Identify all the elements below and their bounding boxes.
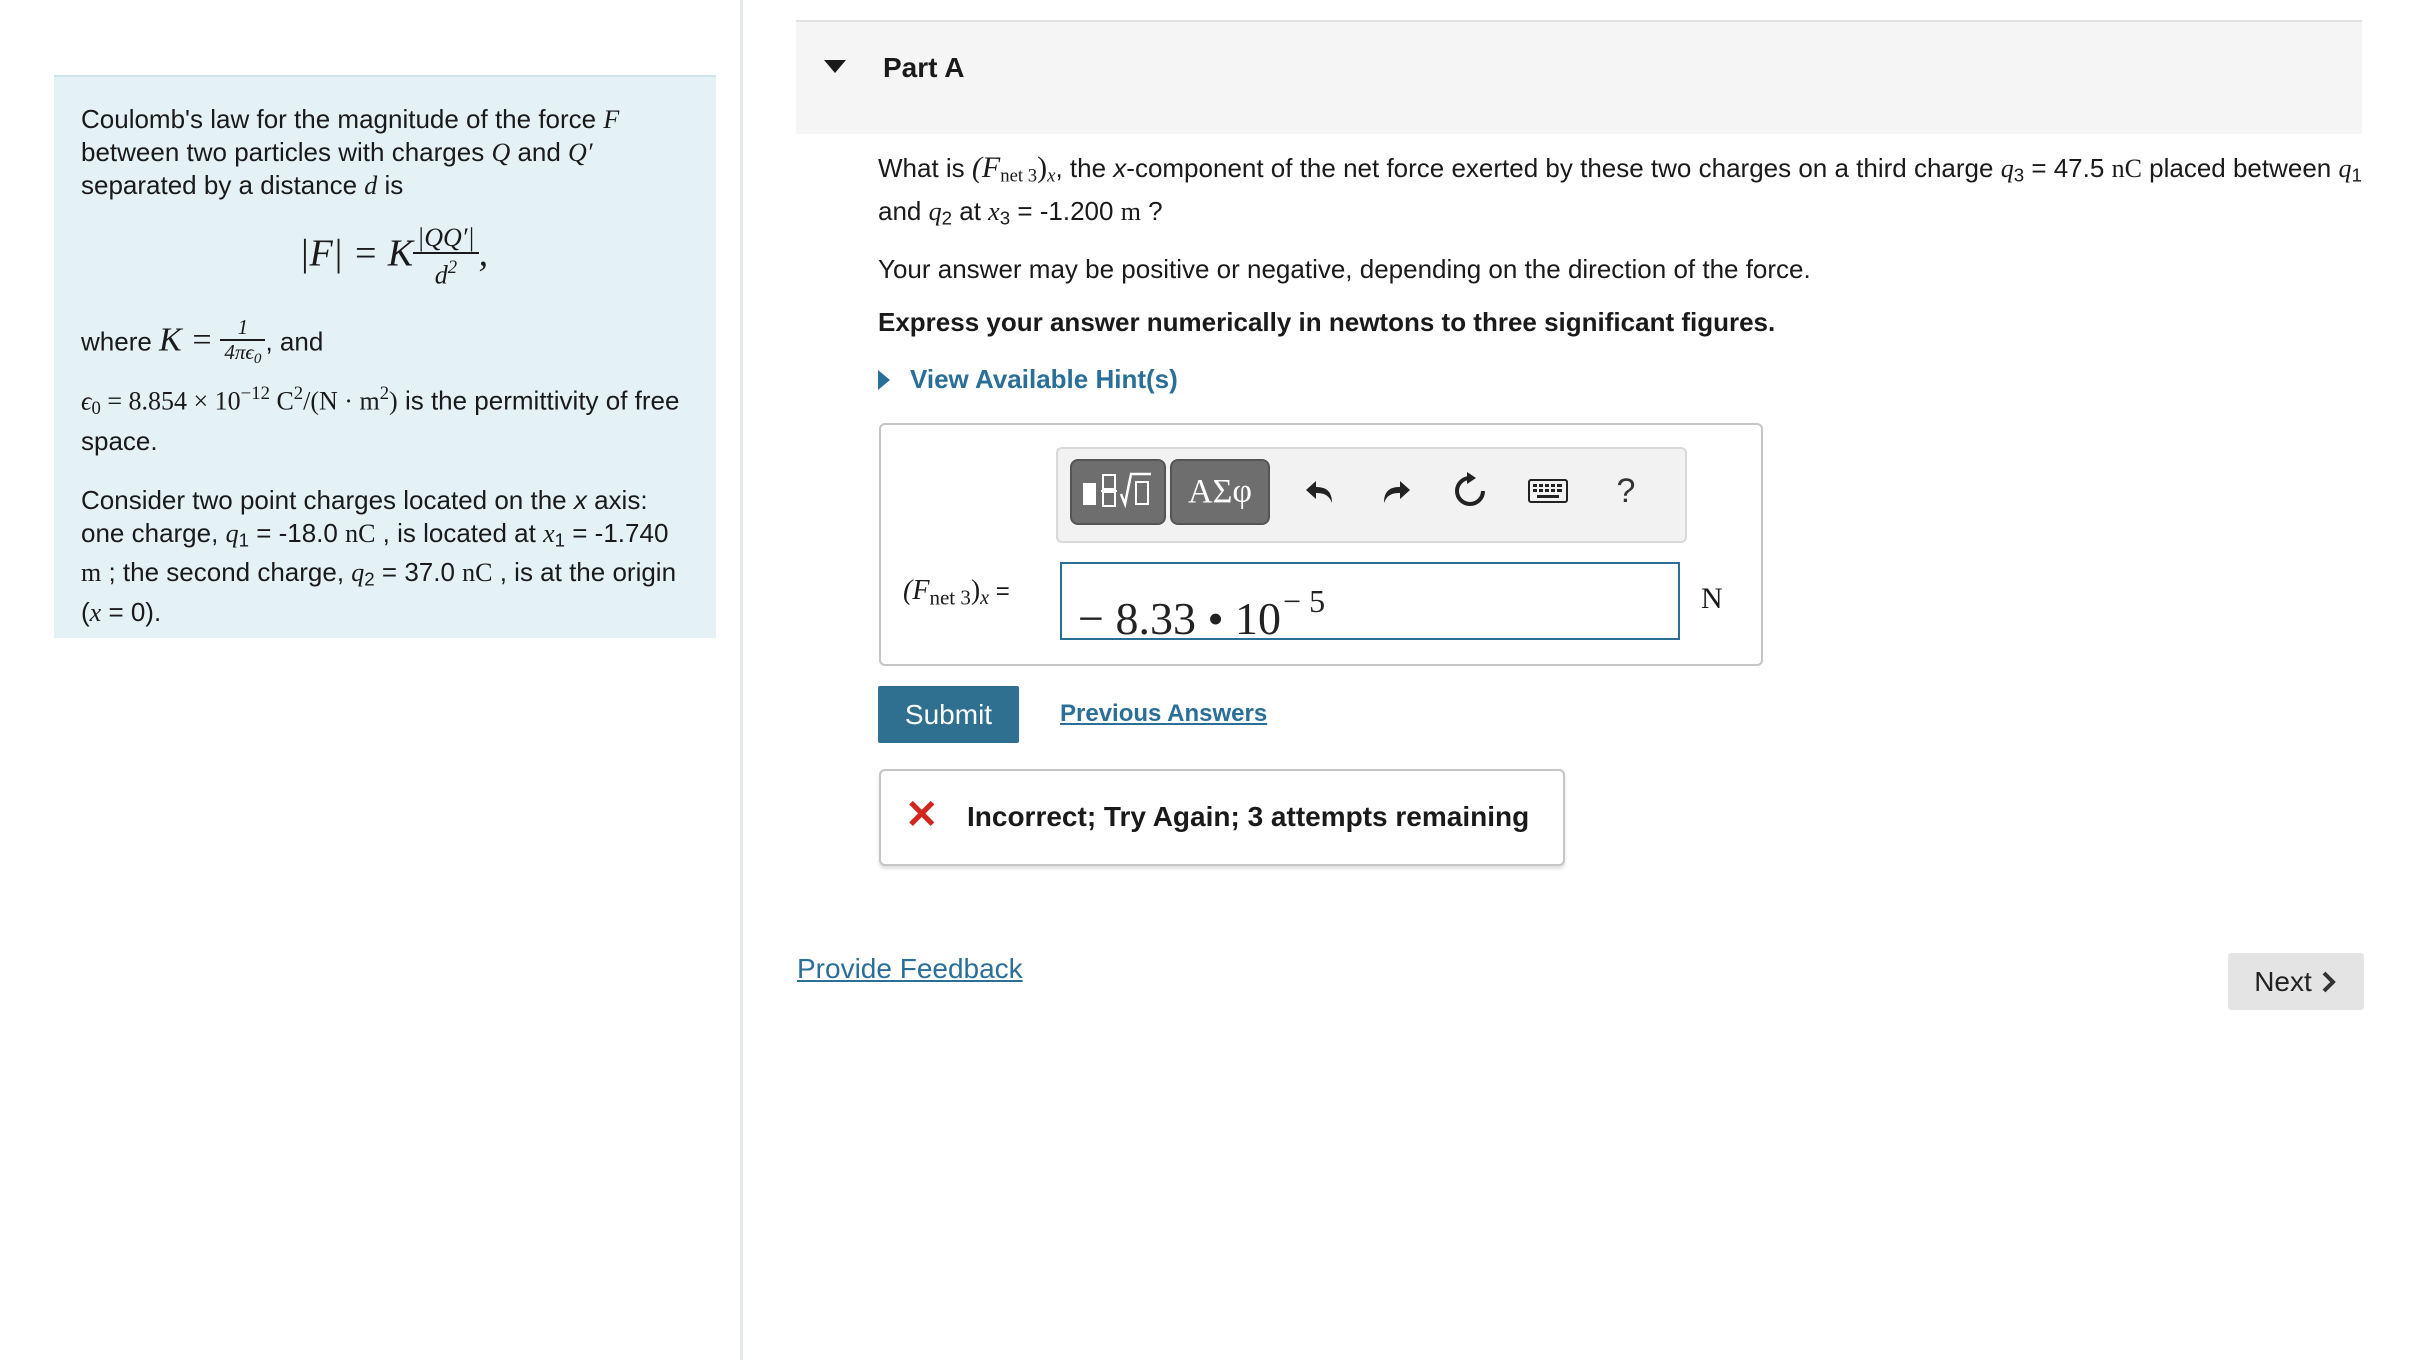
- submit-button[interactable]: Submit: [878, 686, 1019, 743]
- next-button[interactable]: Next: [2228, 953, 2364, 1010]
- templates-button[interactable]: [1070, 459, 1166, 525]
- feedback-message-box: [879, 769, 1565, 866]
- greek-symbols-button[interactable]: ΑΣφ: [1170, 459, 1270, 525]
- keyboard-icon[interactable]: [1526, 469, 1570, 513]
- coulomb-formula: |F| = K $\frac{|QQ'|}{d^2}$ ,: [299, 223, 489, 290]
- collapse-triangle-icon[interactable]: [824, 60, 846, 73]
- epsilon-definition: $\epsilon_0 = 8.854 \times 10^{-12}$ $C^2/(N \cdot m^2)$ is the permittivity of free space.: [81, 382, 680, 456]
- view-hints-link[interactable]: View Available Hint(s): [878, 364, 1178, 395]
- incorrect-x-icon: ✕: [905, 793, 939, 837]
- charges-paragraph: Consider two point charges located on the x axis: one charge, $q_1 = -18.0$ nC , is located at $x_1 = -1.740$ m ; the second charge, $q_2 = 37.0$ nC , is at the origin (x = 0).: [81, 484, 677, 628]
- answer-unit: N: [1701, 582, 1723, 615]
- answer-input[interactable]: − 8.33 • $10^{- 5}$: [1060, 562, 1680, 640]
- redo-icon[interactable]: [1374, 469, 1418, 513]
- answer-instruction: Express your answer numerically in newtons to three significant figures.: [878, 307, 1776, 337]
- feedback-message: Incorrect; Try Again; 3 attempts remaining: [967, 801, 1530, 832]
- part-a-header[interactable]: [796, 20, 2362, 134]
- intro-paragraph: Coulomb's law for the magnitude of the force F between two particles with charges Q and Q′ separated by a distance d is: [81, 104, 620, 200]
- reset-icon[interactable]: [1448, 469, 1492, 513]
- previous-answers-link[interactable]: Previous Answers: [1060, 700, 1268, 727]
- templates-icon: [1081, 470, 1155, 514]
- chevron-right-icon: [2320, 970, 2338, 994]
- answer-label: $(F_{net 3})_x$ =: [903, 575, 1010, 610]
- problem-intro-panel: [54, 75, 716, 638]
- sign-note: Your answer may be positive or negative, depending on the direction of the force.: [878, 254, 1811, 284]
- provide-feedback-link[interactable]: Provide Feedback: [797, 953, 1023, 984]
- answer-box: [879, 423, 1763, 666]
- expand-triangle-icon: [878, 370, 890, 390]
- part-title: Part A: [883, 52, 965, 83]
- undo-icon[interactable]: [1298, 469, 1342, 513]
- math-toolbar: [1056, 447, 1687, 543]
- question-text: What is $(F_{net 3})_x$, the x-component of the net force exerted by these two charges on a third charge $q_3 = 47.5$ nC placed between $q_1$ and $q_2$ at $x_3 = -1.200$ m ?: [878, 151, 2362, 229]
- panel-divider: [740, 0, 743, 1360]
- help-icon[interactable]: ?: [1616, 471, 1636, 510]
- k-definition: where K = $\frac{1}{4\pi\epsilon_0}$ , and: [81, 315, 324, 367]
